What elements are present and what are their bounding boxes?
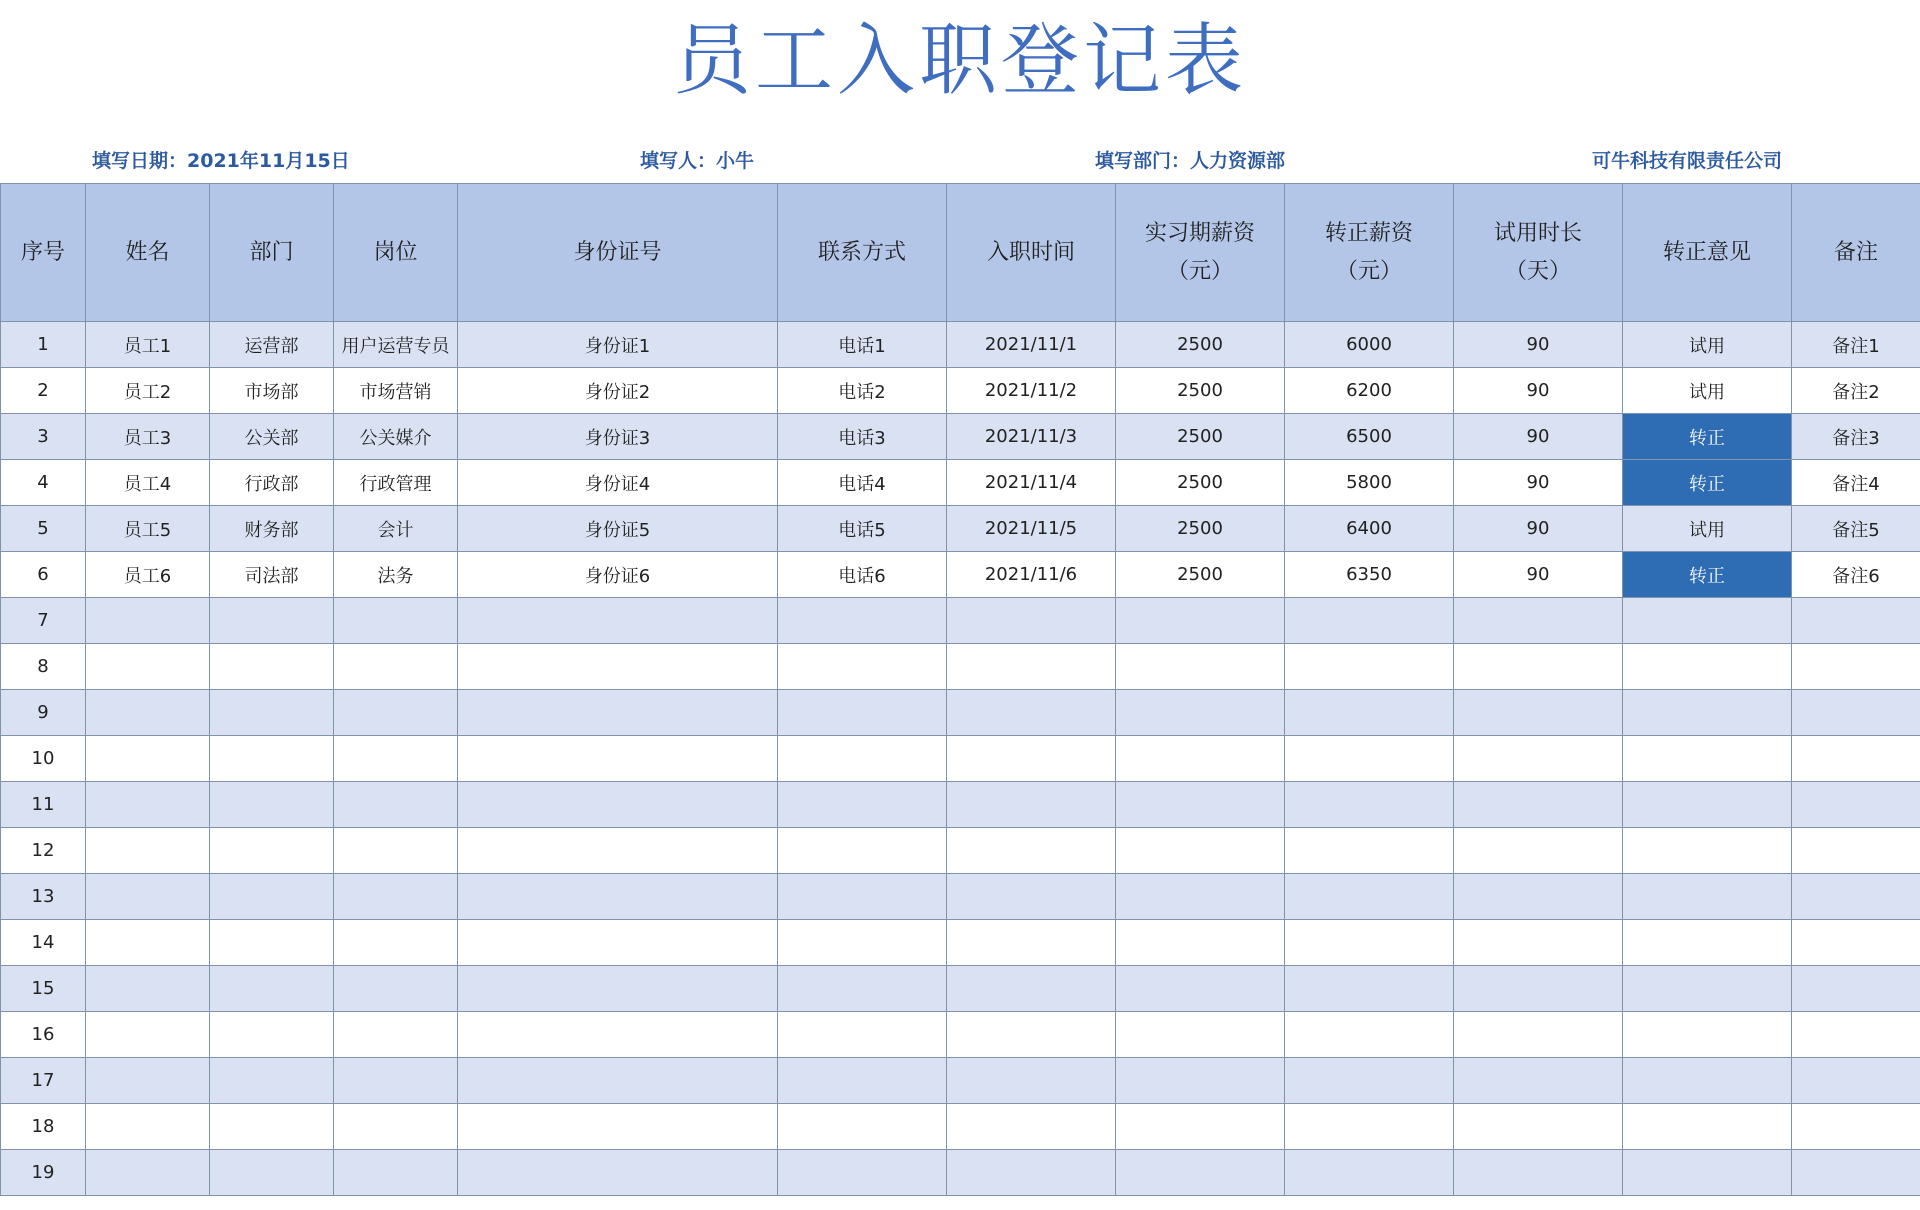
column-header-label: 岗位: [373, 239, 418, 265]
table-cell[interactable]: 市场营销: [334, 368, 458, 414]
table-cell[interactable]: [86, 1012, 210, 1058]
table-cell[interactable]: 13: [1, 874, 86, 920]
column-header: [210, 184, 334, 322]
table-cell[interactable]: [86, 782, 210, 828]
column-header-label: （元）: [1335, 258, 1402, 284]
table-cell[interactable]: 员工6: [86, 552, 210, 598]
table-cell[interactable]: [778, 828, 947, 874]
table-cell[interactable]: [1792, 920, 1920, 966]
table-cell[interactable]: [458, 920, 778, 966]
table-cell[interactable]: [1116, 644, 1285, 690]
table-cell[interactable]: [86, 874, 210, 920]
table-cell[interactable]: [1285, 920, 1454, 966]
table-header: [1, 184, 1920, 322]
table-cell[interactable]: [947, 828, 1116, 874]
table-cell[interactable]: [210, 598, 334, 644]
table-cell[interactable]: 市场部: [210, 368, 334, 414]
table-cell[interactable]: [1116, 598, 1285, 644]
table-cell[interactable]: [334, 782, 458, 828]
table-cell[interactable]: 转正: [1623, 552, 1792, 598]
table-cell[interactable]: [1116, 874, 1285, 920]
table-cell[interactable]: 电话2: [778, 368, 947, 414]
column-header: [458, 184, 778, 322]
table-cell[interactable]: [1623, 782, 1792, 828]
table-cell[interactable]: 2500: [1116, 368, 1285, 414]
table-cell[interactable]: 身份证1: [458, 322, 778, 368]
table-cell[interactable]: 17: [1, 1058, 86, 1104]
column-header: [86, 184, 210, 322]
table-cell[interactable]: [458, 782, 778, 828]
table-cell[interactable]: 身份证2: [458, 368, 778, 414]
table-cell[interactable]: 18: [1, 1104, 86, 1150]
table-cell[interactable]: 身份证3: [458, 414, 778, 460]
table-cell[interactable]: [947, 1150, 1116, 1196]
table-cell[interactable]: [1623, 1058, 1792, 1104]
table-cell[interactable]: [334, 1012, 458, 1058]
table-cell[interactable]: [1116, 920, 1285, 966]
table-cell[interactable]: [86, 690, 210, 736]
table-cell[interactable]: 电话1: [778, 322, 947, 368]
table-cell[interactable]: 6400: [1285, 506, 1454, 552]
table-cell[interactable]: [334, 966, 458, 1012]
table-cell[interactable]: 6350: [1285, 552, 1454, 598]
table-cell[interactable]: 3: [1, 414, 86, 460]
column-header: [947, 184, 1116, 322]
table-cell[interactable]: [1792, 966, 1920, 1012]
table-cell[interactable]: 16: [1, 1012, 86, 1058]
table-cell[interactable]: 2500: [1116, 460, 1285, 506]
table-row: [1, 1104, 1920, 1150]
table-cell[interactable]: [947, 1058, 1116, 1104]
table-cell[interactable]: [1116, 736, 1285, 782]
table-cell[interactable]: [1285, 1150, 1454, 1196]
table-cell[interactable]: 15: [1, 966, 86, 1012]
table-cell[interactable]: [86, 920, 210, 966]
table-cell[interactable]: [947, 1012, 1116, 1058]
column-header: [778, 184, 947, 322]
table-cell[interactable]: [1623, 1150, 1792, 1196]
table-cell[interactable]: [778, 736, 947, 782]
table-cell[interactable]: [778, 598, 947, 644]
table-cell[interactable]: 运营部: [210, 322, 334, 368]
table-cell[interactable]: 备注4: [1792, 460, 1920, 506]
table-cell[interactable]: [1285, 1012, 1454, 1058]
table-cell[interactable]: 备注1: [1792, 322, 1920, 368]
table-cell[interactable]: 用户运营专员: [334, 322, 458, 368]
table-cell[interactable]: [458, 966, 778, 1012]
table-cell[interactable]: [86, 1150, 210, 1196]
column-header-label: 姓名: [125, 239, 170, 265]
table-cell[interactable]: [947, 644, 1116, 690]
table-cell[interactable]: [458, 1150, 778, 1196]
table-cell[interactable]: [1454, 1104, 1623, 1150]
table-cell[interactable]: [1792, 644, 1920, 690]
table-cell[interactable]: [1116, 690, 1285, 736]
table-cell[interactable]: 12: [1, 828, 86, 874]
table-cell[interactable]: [1623, 690, 1792, 736]
table-cell[interactable]: [210, 736, 334, 782]
table-cell[interactable]: 6500: [1285, 414, 1454, 460]
table-cell[interactable]: [458, 644, 778, 690]
table-cell[interactable]: [947, 736, 1116, 782]
table-cell[interactable]: [778, 920, 947, 966]
table-row: [1, 736, 1920, 782]
table-cell[interactable]: [1454, 1150, 1623, 1196]
table-cell[interactable]: [458, 874, 778, 920]
table-cell[interactable]: [1454, 598, 1623, 644]
table-cell[interactable]: [334, 690, 458, 736]
table-cell[interactable]: [210, 874, 334, 920]
header-row: [1, 184, 1920, 322]
table-cell[interactable]: [210, 828, 334, 874]
table-cell[interactable]: [1454, 920, 1623, 966]
table-cell[interactable]: [947, 1104, 1116, 1150]
table-cell[interactable]: [1792, 598, 1920, 644]
column-header-label: 实习期薪资: [1144, 220, 1255, 246]
table-cell[interactable]: [1285, 966, 1454, 1012]
table-cell[interactable]: [1285, 690, 1454, 736]
table-cell[interactable]: 6200: [1285, 368, 1454, 414]
table-cell[interactable]: [1792, 736, 1920, 782]
column-header-label: 试用时长: [1493, 220, 1582, 246]
table-cell[interactable]: [1285, 598, 1454, 644]
column-header-label: （元）: [1166, 258, 1233, 284]
table-cell[interactable]: [1285, 1104, 1454, 1150]
table-row: [1, 1058, 1920, 1104]
table-cell[interactable]: [210, 966, 334, 1012]
table-cell[interactable]: [1116, 1150, 1285, 1196]
table-cell[interactable]: 备注2: [1792, 368, 1920, 414]
table-cell[interactable]: 试用: [1623, 368, 1792, 414]
table-cell[interactable]: [1623, 644, 1792, 690]
table-cell[interactable]: [778, 782, 947, 828]
table-cell[interactable]: [86, 828, 210, 874]
table-cell[interactable]: [947, 874, 1116, 920]
table-cell[interactable]: 电话3: [778, 414, 947, 460]
table-cell[interactable]: 身份证6: [458, 552, 778, 598]
table-cell[interactable]: [86, 1058, 210, 1104]
table-cell[interactable]: [334, 736, 458, 782]
table-cell[interactable]: [1454, 828, 1623, 874]
table-cell[interactable]: [1623, 1104, 1792, 1150]
table-cell[interactable]: 2: [1, 368, 86, 414]
table-cell[interactable]: 转正: [1623, 414, 1792, 460]
table-cell[interactable]: 1: [1, 322, 86, 368]
table-cell[interactable]: [1285, 782, 1454, 828]
table-cell[interactable]: [1285, 828, 1454, 874]
table-row: [1, 690, 1920, 736]
table-cell[interactable]: 财务部: [210, 506, 334, 552]
table-cell[interactable]: [1792, 782, 1920, 828]
fill-date: 填写日期：2021年11月15日: [92, 150, 350, 172]
table-cell[interactable]: 电话6: [778, 552, 947, 598]
column-header-label: 入职时间: [986, 239, 1075, 265]
table-cell[interactable]: 4: [1, 460, 86, 506]
table-cell[interactable]: [1454, 1058, 1623, 1104]
table-cell[interactable]: [334, 644, 458, 690]
column-header-label: 转正薪资: [1324, 220, 1413, 246]
table-cell[interactable]: [86, 598, 210, 644]
table-cell[interactable]: [1792, 1058, 1920, 1104]
fill-department: 填写部门：人力资源部: [1095, 150, 1286, 172]
column-header-label: 联系方式: [817, 239, 906, 265]
column-header-label: （天）: [1504, 258, 1571, 284]
table-cell[interactable]: [947, 690, 1116, 736]
table-cell[interactable]: [86, 1104, 210, 1150]
table-cell[interactable]: 5800: [1285, 460, 1454, 506]
table-cell[interactable]: [1623, 874, 1792, 920]
table-row: [1, 874, 1920, 920]
table-cell[interactable]: [86, 644, 210, 690]
table-cell[interactable]: 14: [1, 920, 86, 966]
table-cell[interactable]: 90: [1454, 368, 1623, 414]
table-cell[interactable]: [947, 920, 1116, 966]
table-cell[interactable]: 法务: [334, 552, 458, 598]
table-cell[interactable]: [778, 874, 947, 920]
column-header: [1285, 184, 1454, 322]
table-cell[interactable]: [1454, 736, 1623, 782]
table-cell[interactable]: [1623, 828, 1792, 874]
table-cell[interactable]: [334, 1104, 458, 1150]
table-cell[interactable]: [334, 828, 458, 874]
column-header-label: 转正意见: [1662, 239, 1751, 265]
table-cell[interactable]: 公关媒介: [334, 414, 458, 460]
table-cell[interactable]: 2021/11/6: [947, 552, 1116, 598]
table-cell[interactable]: [1454, 782, 1623, 828]
table-cell[interactable]: 7: [1, 598, 86, 644]
table-cell[interactable]: [1792, 690, 1920, 736]
column-header: [1792, 184, 1920, 322]
table-row: [1, 782, 1920, 828]
table-cell[interactable]: [1623, 920, 1792, 966]
table-cell[interactable]: [1454, 966, 1623, 1012]
table-cell[interactable]: [334, 1150, 458, 1196]
table-row: [1, 414, 1920, 460]
table-cell[interactable]: [1454, 690, 1623, 736]
table-cell[interactable]: 90: [1454, 552, 1623, 598]
table-cell[interactable]: 2500: [1116, 506, 1285, 552]
table-cell[interactable]: 会计: [334, 506, 458, 552]
table-cell[interactable]: [334, 920, 458, 966]
table-cell[interactable]: [1623, 736, 1792, 782]
table-cell[interactable]: 备注3: [1792, 414, 1920, 460]
table-cell[interactable]: [778, 1058, 947, 1104]
table-cell[interactable]: 2021/11/5: [947, 506, 1116, 552]
table-cell[interactable]: 员工1: [86, 322, 210, 368]
table-cell[interactable]: 电话5: [778, 506, 947, 552]
table-row: [1, 506, 1920, 552]
table-cell[interactable]: [1116, 1012, 1285, 1058]
table-cell[interactable]: [1454, 874, 1623, 920]
column-header: [1116, 184, 1285, 322]
table-cell[interactable]: 员工3: [86, 414, 210, 460]
table-row: [1, 966, 1920, 1012]
table-cell[interactable]: 行政部: [210, 460, 334, 506]
table-cell[interactable]: [458, 828, 778, 874]
table-row: [1, 828, 1920, 874]
table-cell[interactable]: [458, 1012, 778, 1058]
table-cell[interactable]: 公关部: [210, 414, 334, 460]
table-cell[interactable]: 转正: [1623, 460, 1792, 506]
table-cell[interactable]: [1116, 782, 1285, 828]
table-cell[interactable]: [458, 598, 778, 644]
table-cell[interactable]: 2021/11/4: [947, 460, 1116, 506]
table-cell[interactable]: [1792, 1012, 1920, 1058]
table-cell[interactable]: [947, 782, 1116, 828]
filler-name: 填写人：小牛: [640, 150, 755, 172]
table-cell[interactable]: 90: [1454, 414, 1623, 460]
table-cell[interactable]: 员工5: [86, 506, 210, 552]
table-cell[interactable]: [947, 966, 1116, 1012]
table-cell[interactable]: 8: [1, 644, 86, 690]
table-cell[interactable]: [1285, 736, 1454, 782]
company-name: 可牛科技有限责任公司: [1592, 150, 1783, 172]
table-cell[interactable]: [778, 1104, 947, 1150]
table-cell[interactable]: 司法部: [210, 552, 334, 598]
table-cell[interactable]: 5: [1, 506, 86, 552]
table-cell[interactable]: 备注6: [1792, 552, 1920, 598]
table-cell[interactable]: 90: [1454, 460, 1623, 506]
table-row: [1, 460, 1920, 506]
column-header: [1623, 184, 1792, 322]
table-cell[interactable]: [86, 966, 210, 1012]
table-cell[interactable]: [1285, 1058, 1454, 1104]
table-body: [1, 322, 1920, 1196]
table-cell[interactable]: [1623, 598, 1792, 644]
table-cell[interactable]: 2021/11/1: [947, 322, 1116, 368]
table-cell[interactable]: [1285, 874, 1454, 920]
table-cell[interactable]: [778, 690, 947, 736]
table-cell[interactable]: 6000: [1285, 322, 1454, 368]
table-row: [1, 1012, 1920, 1058]
table-row: [1, 552, 1920, 598]
table-cell[interactable]: [210, 782, 334, 828]
table-cell[interactable]: [86, 736, 210, 782]
table-cell[interactable]: 身份证4: [458, 460, 778, 506]
table-cell[interactable]: 2021/11/2: [947, 368, 1116, 414]
table-cell[interactable]: 2500: [1116, 414, 1285, 460]
onboarding-table: [0, 183, 1920, 1196]
table-cell[interactable]: 2021/11/3: [947, 414, 1116, 460]
table-row: [1, 644, 1920, 690]
table-cell[interactable]: [458, 736, 778, 782]
table-cell[interactable]: [778, 644, 947, 690]
table-cell[interactable]: 6: [1, 552, 86, 598]
table-cell[interactable]: [210, 1012, 334, 1058]
table-cell[interactable]: [1623, 1012, 1792, 1058]
column-header-label: 备注: [1833, 239, 1878, 265]
table-cell[interactable]: 员工4: [86, 460, 210, 506]
table-cell[interactable]: 员工2: [86, 368, 210, 414]
column-header-label: 序号: [20, 239, 65, 265]
table-cell[interactable]: 2500: [1116, 552, 1285, 598]
table-cell[interactable]: 19: [1, 1150, 86, 1196]
table-cell[interactable]: [210, 690, 334, 736]
table-cell[interactable]: 90: [1454, 506, 1623, 552]
column-header: [1454, 184, 1623, 322]
column-header: [1, 184, 86, 322]
table-cell[interactable]: 10: [1, 736, 86, 782]
table-cell[interactable]: [334, 1058, 458, 1104]
table-cell[interactable]: [1116, 1058, 1285, 1104]
table-cell[interactable]: [1454, 644, 1623, 690]
table-row: [1, 322, 1920, 368]
table-cell[interactable]: [334, 598, 458, 644]
column-header: [334, 184, 458, 322]
column-header-label: 部门: [249, 239, 294, 265]
table-cell[interactable]: [1116, 966, 1285, 1012]
table-cell[interactable]: [334, 874, 458, 920]
table-cell[interactable]: [458, 1058, 778, 1104]
table-cell[interactable]: [210, 644, 334, 690]
table-cell[interactable]: [210, 1150, 334, 1196]
table-cell[interactable]: [458, 1104, 778, 1150]
table-cell[interactable]: 9: [1, 690, 86, 736]
table-cell[interactable]: [1792, 1104, 1920, 1150]
table-cell[interactable]: [947, 598, 1116, 644]
column-header-label: 身份证号: [573, 239, 662, 265]
table-cell[interactable]: [1116, 1104, 1285, 1150]
table-row: [1, 368, 1920, 414]
table-cell[interactable]: [1792, 874, 1920, 920]
table-cell[interactable]: 试用: [1623, 506, 1792, 552]
table-cell[interactable]: [778, 1150, 947, 1196]
table-cell[interactable]: 90: [1454, 322, 1623, 368]
table-cell[interactable]: [210, 920, 334, 966]
table-cell[interactable]: [1623, 966, 1792, 1012]
table-row: [1, 598, 1920, 644]
table-cell[interactable]: [210, 1058, 334, 1104]
table-cell[interactable]: [1454, 1012, 1623, 1058]
table-cell[interactable]: [1792, 1150, 1920, 1196]
table-cell[interactable]: 身份证5: [458, 506, 778, 552]
table-cell[interactable]: 备注5: [1792, 506, 1920, 552]
table-cell[interactable]: 行政管理: [334, 460, 458, 506]
page-title: 员工入职登记表: [672, 16, 1247, 106]
table-row: [1, 920, 1920, 966]
table-cell[interactable]: [778, 1012, 947, 1058]
table-cell[interactable]: [1285, 644, 1454, 690]
table-row: [1, 1150, 1920, 1196]
table-cell[interactable]: 11: [1, 782, 86, 828]
table-cell[interactable]: 试用: [1623, 322, 1792, 368]
table-cell[interactable]: [1792, 828, 1920, 874]
table-cell[interactable]: [1116, 828, 1285, 874]
table-cell[interactable]: [458, 690, 778, 736]
table-cell[interactable]: 电话4: [778, 460, 947, 506]
table-cell[interactable]: [778, 966, 947, 1012]
table-cell[interactable]: 2500: [1116, 322, 1285, 368]
table-cell[interactable]: [210, 1104, 334, 1150]
